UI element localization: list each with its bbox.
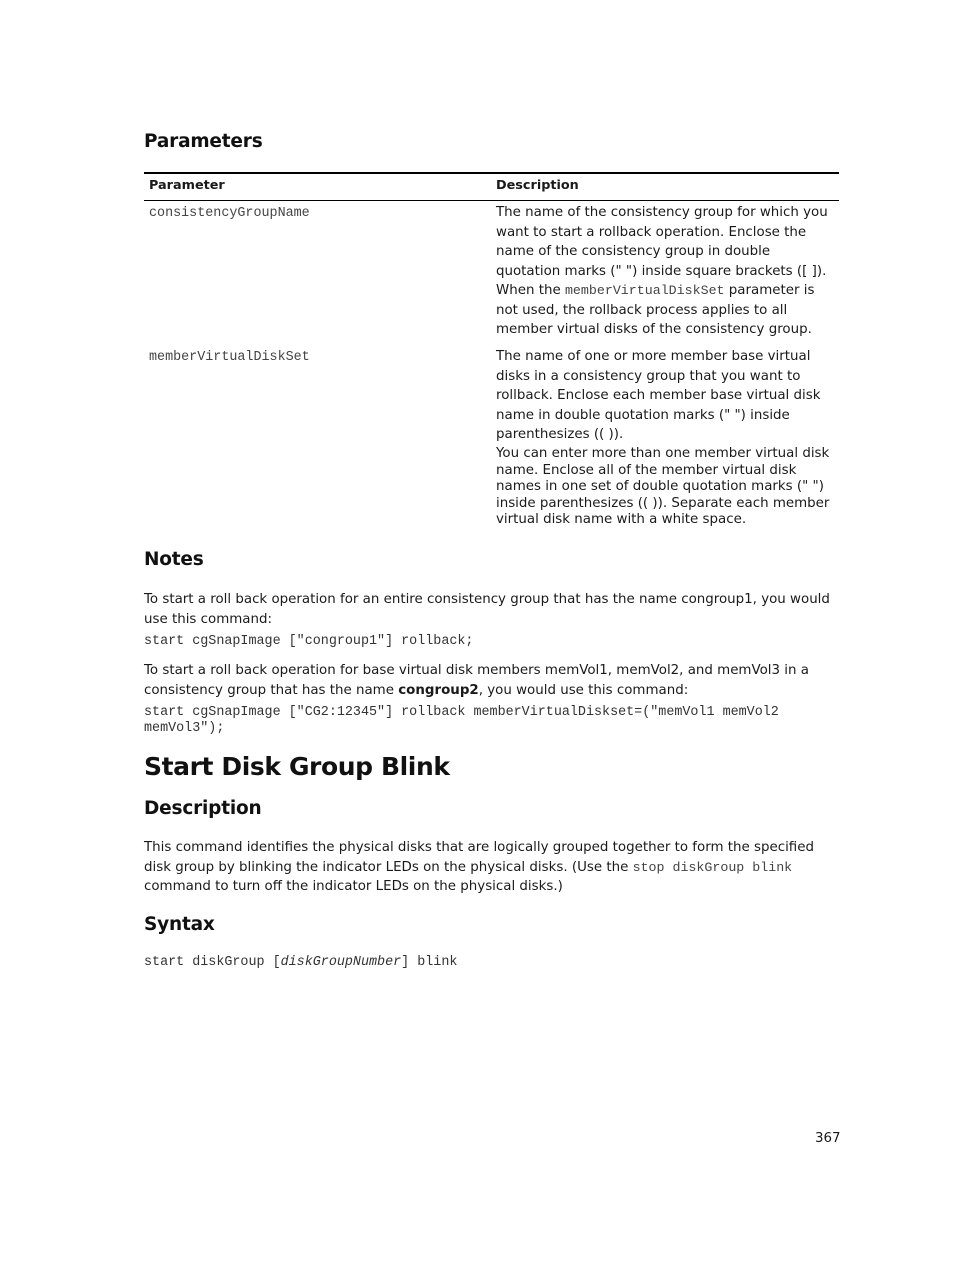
paragraph-text: , you would use this command: [478, 682, 689, 698]
inline-code: memberVirtualDiskSet [564, 283, 725, 298]
parameters-heading: Parameters [144, 131, 263, 152]
parameter-description-note: You can enter more than one member virtual disk name. Enclose all of the member virtual disk names in one set of double quotation marks (" ") inside parenthesizes (( )). Separate each member virtual disk name with a white space. [496, 446, 830, 527]
table-header [144, 172, 839, 201]
column-header-description: Description [496, 178, 579, 193]
parameter-description [496, 203, 836, 340]
code-example-1: start cgSnapImage ["congroup1"] rollback; [144, 634, 474, 649]
paragraph-text: To start a roll back operation for base virtual disk members memVol1, memVol2, and memVol3 in a consistency group that has the name [144, 663, 809, 698]
code-example-2: start cgSnapImage ["CG2:12345"] rollback memberVirtualDiskset=("memVol1 memVol2 memVol3"); [144, 705, 787, 736]
code-text: ] blink [401, 955, 458, 970]
code-placeholder: diskGroupNumber [280, 955, 402, 970]
inline-code: stop diskGroup blink [632, 859, 793, 875]
description-heading: Description [144, 798, 262, 819]
code-text: start diskGroup [ [144, 955, 281, 970]
paragraph-text: command to turn off the indicator LEDs on the physical disks.) [144, 879, 563, 894]
parameter-name: consistencyGroupName [149, 206, 310, 221]
section-title: Start Disk Group Blink [144, 752, 450, 781]
syntax-heading: Syntax [144, 914, 215, 935]
description-text: The name of the consistency group for which you want to start a rollback operation. Enclose the name of the consistency group in double quotation marks (" ") inside square brackets ([ ]). When the [496, 205, 828, 298]
table-row [144, 346, 839, 536]
notes-heading: Notes [144, 549, 204, 570]
parameter-description: The name of one or more member base virtual disks in a consistency group that you want to rollback. Enclose each member base virtual disk name in double quotation marks (" ") inside parenthesizes (( )). [496, 349, 821, 442]
notes-paragraph-2 [144, 661, 839, 700]
page-number: 367 [815, 1131, 841, 1146]
paragraph-text: This command identifies the physical disks that are logically grouped together to form the specified disk group by blinking the indicator LEDs on the physical disks. (Use the [144, 840, 814, 875]
syntax-code [144, 955, 839, 971]
column-header-parameter: Parameter [149, 178, 225, 193]
bold-text: congroup2 [398, 682, 479, 698]
parameter-name: memberVirtualDiskSet [149, 350, 310, 365]
notes-paragraph-1: To start a roll back operation for an entire consistency group that has the name congroup1, you would use this command: [144, 592, 830, 627]
parameters-table [144, 172, 839, 536]
description-text: parameter is not used, the rollback process applies to all member virtual disks of the consistency group. [496, 283, 815, 337]
description-paragraph [144, 838, 839, 897]
table-row [144, 201, 839, 346]
